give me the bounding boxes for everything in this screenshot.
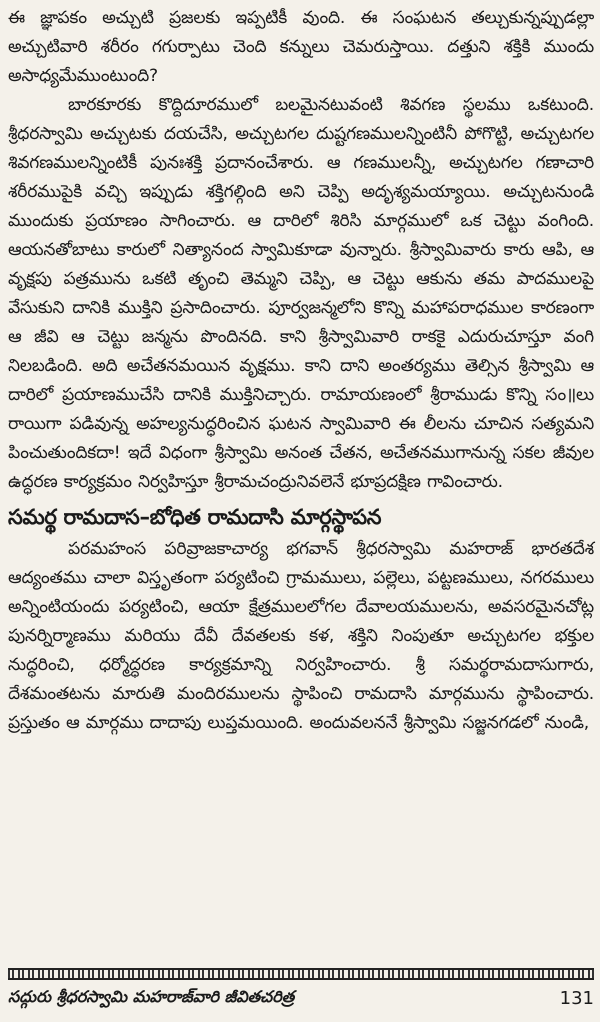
section-heading: సమర్థ రామదాస–బోధిత రామదాసి మార్గస్థాపన — [8, 505, 382, 529]
paragraph-2: బారకూరకు కొద్దిదూరములో బలమైనటువంటి శివగణ స్థలము ఒకటుంది. శ్రీధరస్వామి అచ్చుటకు దయచేసి, అచ్చుటగల దుష్టగణములన్నింటినీ పోగొట్టి, అచ్చుటగల శివగణములన్నింటికీ పునఃశక్తి ప్రదానంచేశారు. ఆ గణములన్నీ, అచ్చుటగల గణాచారి శరీరముపైకి వచ్చి ఇప్పుడు శక్తిగల్గింది అని చెప్పి అదృశ్యమయ్యాయి. అచ్చుటనుండి ముందుకు ప్రయాణం సాగించారు. ఆ దారిలో శిరిసి మార్గములో ఒక చెట్టు వంగింది. ఆయనతోబాటు కారులో నిత్యానంద స్వామికూడా వున్నారు. శ్రీస్వామివారు కారు ఆపి, ఆ వృక్షపు పత్రమును ఒకటి తృంచి తెమ్మని చెప్పి, ఆ చెట్టు ఆకును తమ పాదములపై వేసుకుని దానికి ముక్తిని ప్రసాదించారు. పూర్వజన్మలోని కొన్ని మహాపరాధముల కారణంగా ఆ జీవి ఆ చెట్టు జన్మను పొందినది. కాని శ్రీస్వామివారి రాకకై ఎదురుచూస్తూ వంగి నిలబడింది. అది అచేతనమయిన వృక్షము. కాని దాని అంతర్యము తెల్సిన శ్రీస్వామి ఆ దారిలో ప్రయాణముచేసి దానికి ముక్తినిచ్చారు. రామాయణంలో శ్రీరాముడు కొన్ని సం॥లు రాయిగా పడివున్న అహల్యనుద్ధరించిన ఘటన స్వామివారి ఈ లీలను చూచిన సత్యమని పించుతుందికదా! ఇదే విధంగా శ్రీస్వామి అనంత చేతన, అచేతనముగానున్న సకల జీవుల ఉద్ధరణ కార్యక్రమం నిర్వహిస్తూ శ్రీరామచంద్రునివలెనే భూప్రదక్షిణ గావించారు. — [8, 95, 594, 492]
footer-book-title: సద్గురు శ్రీధరస్వామి మహరాజ్‌వారి జీవితచరిత్ర — [8, 986, 295, 1006]
book-page — [8, 4, 594, 1016]
page-number: 131 — [559, 987, 594, 1009]
paragraph-1: ఈ జ్ఞాపకం అచ్చుటి ప్రజలకు ఇప్పటికీ వుంది. ఈ సంఘటన తల్చుకున్నప్పుడల్లా అచ్చుటివారి శరీరం గగుర్పాటు చెంది కన్నులు చెమరుస్తాయి. దత్తుని శక్తికి ముందు అసాధ్యమేముంటుంది? — [8, 8, 594, 86]
page-footer — [8, 984, 594, 1012]
decorative-border — [8, 968, 594, 980]
paragraph-3: పరమహంస పరివ్రాజకాచార్య భగవాన్ శ్రీధరస్వామి మహరాజ్ భారతదేశ ఆద్యంతము చాలా విస్తృతంగా పర్యటించి గ్రామములు, పల్లెలు, పట్టణములు, నగరములు అన్నింటియందు పర్యటించి, ఆయా క్షేత్రములలోగల దేవాలయములను, అవసరమైనచోట్ల పునర్నిర్మాణము మరియు దేవీ దేవతలకు కళ, శక్తిని నింపుతూ అచ్చుటగల భక్తుల నుద్ధరించి, ధర్మోద్ధరణ కార్యక్రమాన్ని నిర్వహించారు. శ్రీ సమర్థరామదాసుగారు, దేశమంతటను మారుతి మందిరములను స్థాపించి రామదాసి మార్గమును స్థాపించారు. ప్రస్తుతం ఆ మార్గము దాదాపు లుప్తమయింది. అందువలననే శ్రీస్వామి సజ్జనగడలో నుండి, — [8, 539, 594, 733]
